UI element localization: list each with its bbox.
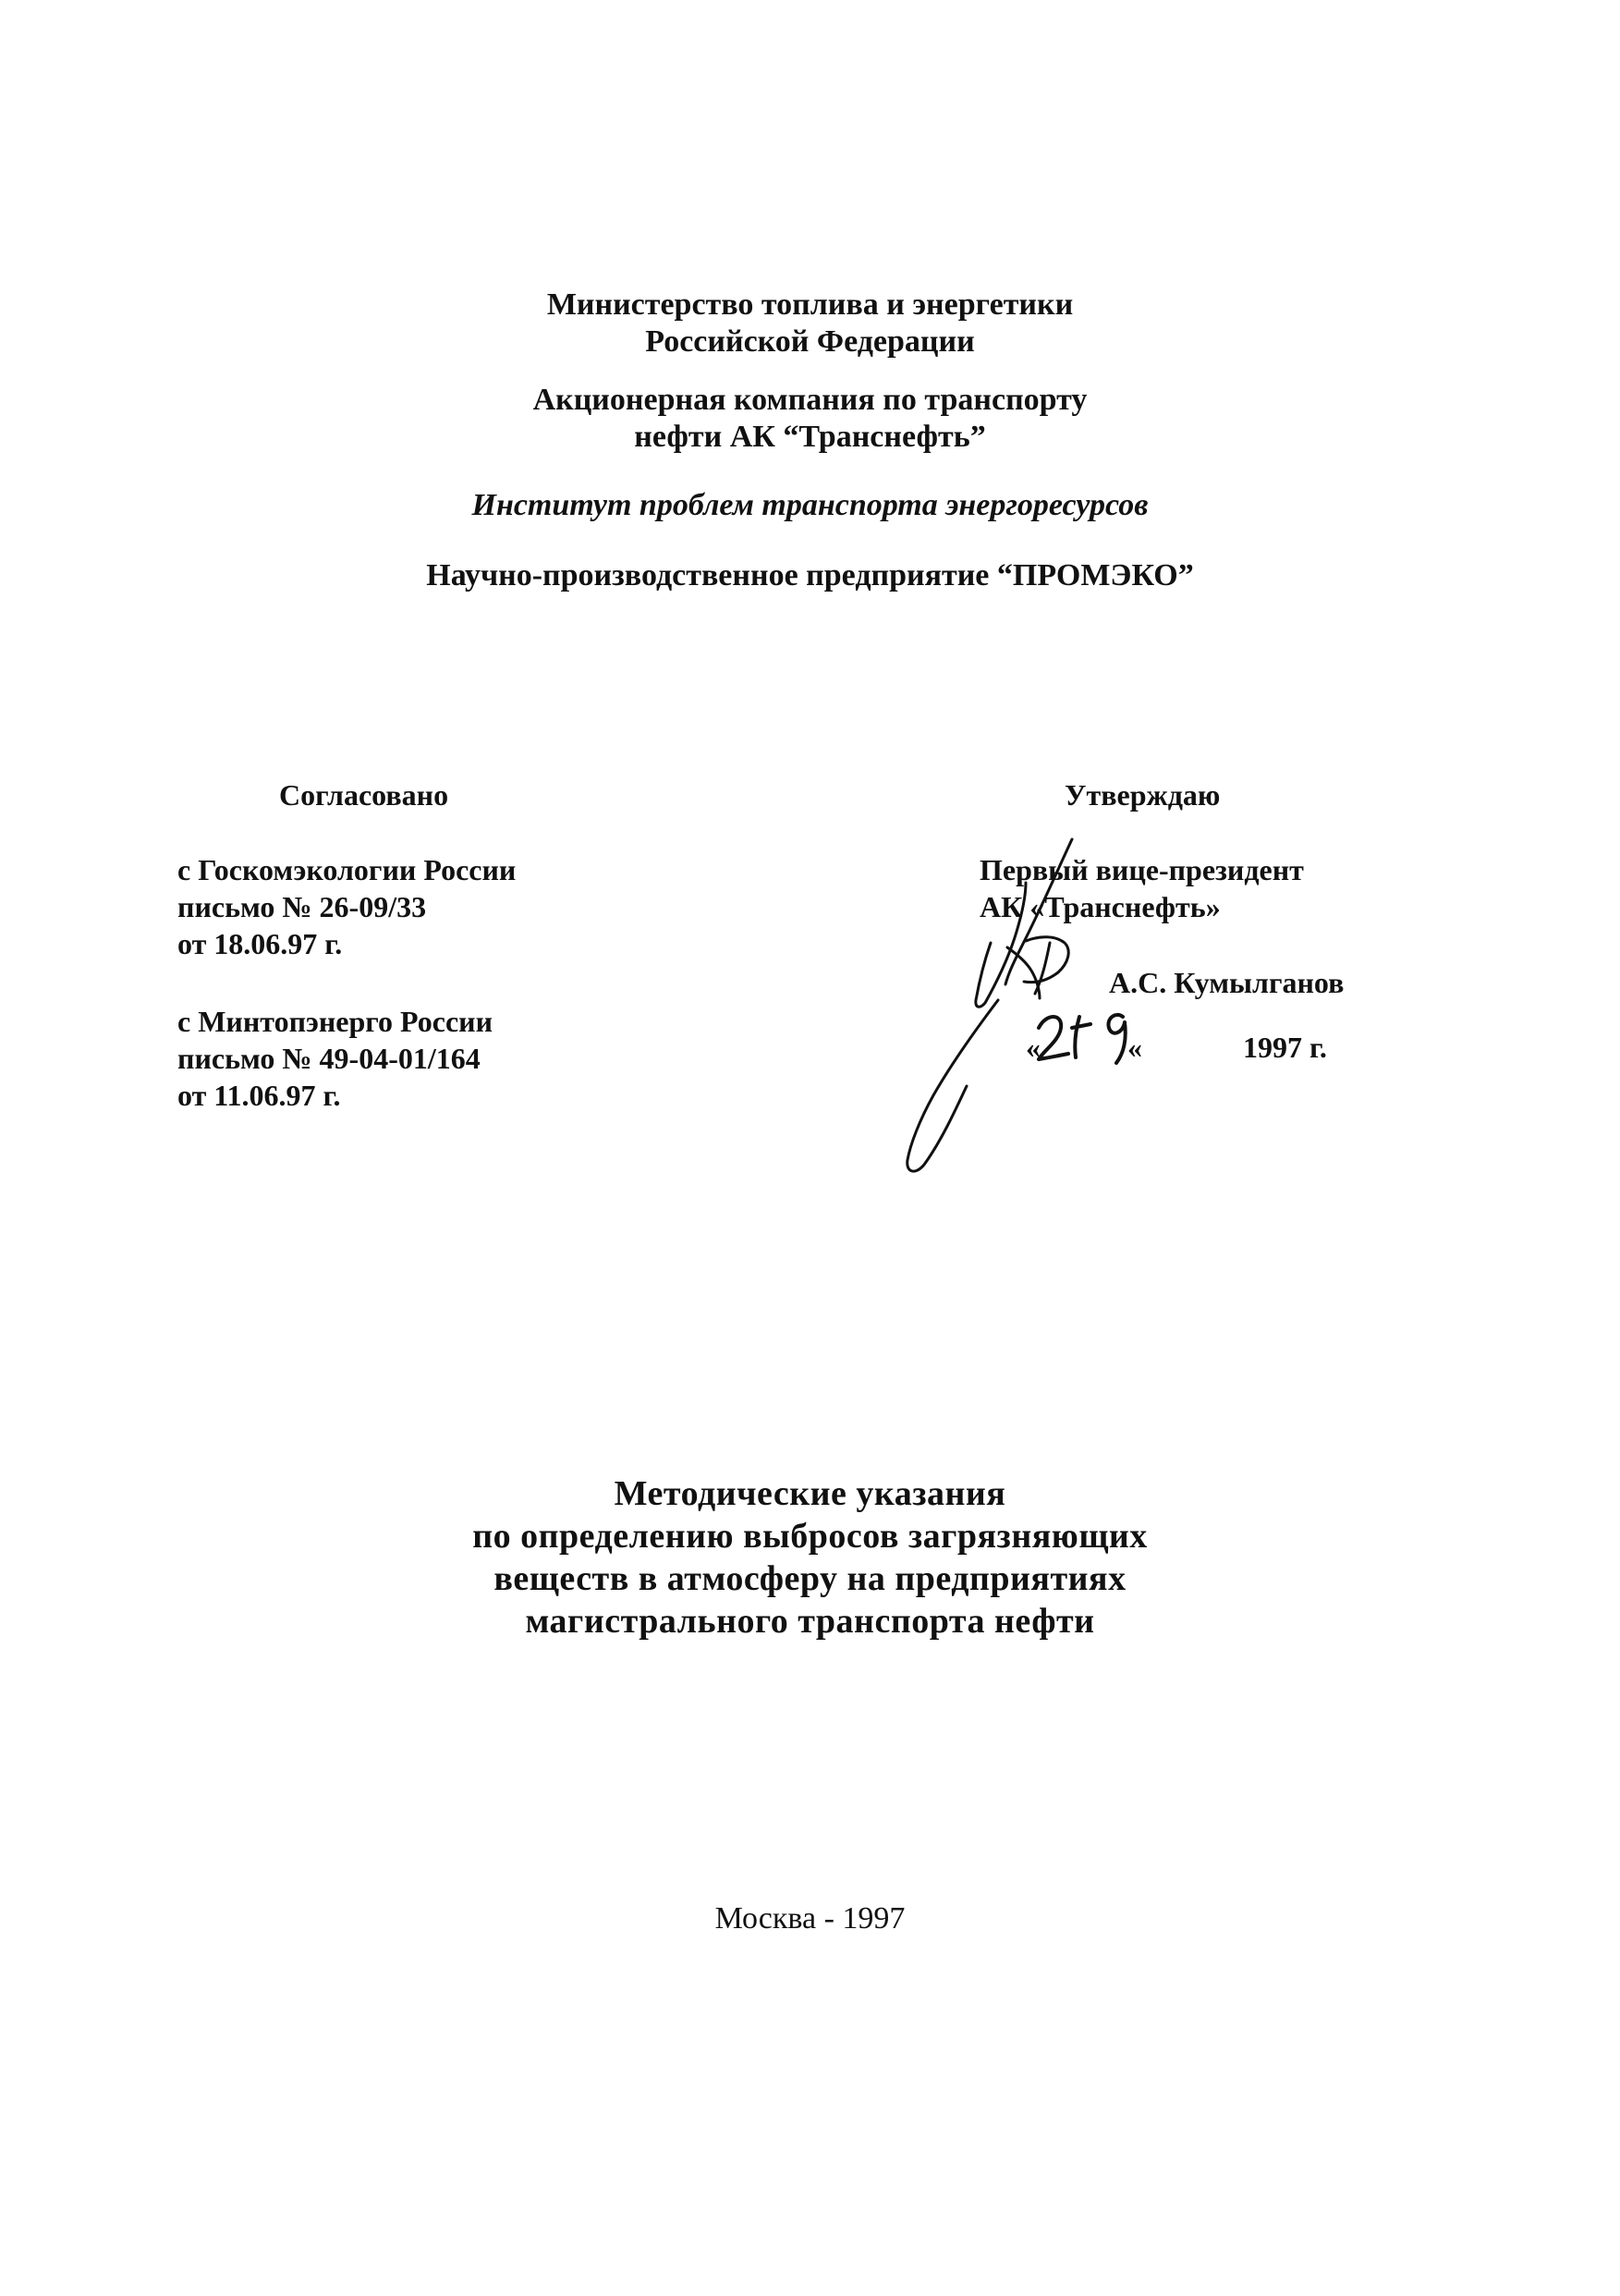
ministry-header	[0, 287, 1620, 360]
approver-position-line-2: АК «Транснефть»	[980, 890, 1221, 923]
institute-header	[0, 487, 1620, 524]
agreed-first-line-1: с Госкомэкологии России	[177, 853, 517, 886]
ministry-line-2: Российской Федерации	[645, 324, 975, 359]
ministry-line-1: Министерство топлива и энергетики	[546, 287, 1074, 322]
title-line-4: магистрального транспорта нефти	[525, 1602, 1095, 1641]
company-line-1: Акционерная компания по транспорту	[532, 383, 1088, 417]
enterprise-header	[0, 557, 1620, 594]
company-line-2: нефти АК “Транснефть”	[634, 420, 986, 454]
approved-block	[980, 776, 1405, 1069]
agreed-first-line-2: письмо № 26-09/33	[177, 890, 427, 923]
document-title	[0, 1472, 1620, 1643]
company-header	[0, 382, 1620, 456]
approver-name: А.С. Кумылганов	[1109, 966, 1345, 999]
agreed-second-line-2: письмо № 49-04-01/164	[177, 1042, 481, 1075]
title-line-1: Методические указания	[614, 1474, 1006, 1513]
agreed-heading: Согласовано	[279, 778, 449, 812]
date-quote-close: «	[1127, 1031, 1142, 1064]
agreed-second-line-1: с Минтопэнерго России	[177, 1005, 493, 1038]
title-line-2: по определению выбросов загрязняющих	[472, 1517, 1148, 1556]
institute-line: Институт проблем транспорта энергоресурсов	[471, 488, 1149, 522]
approver-position-line-1: Первый вице-президент	[980, 853, 1304, 886]
date-year: 1997 г.	[1243, 1031, 1327, 1064]
agreed-second-line-3: от 11.06.97 г.	[177, 1079, 341, 1112]
enterprise-line: Научно-производственное предприятие “ПРОМЭКО”	[426, 558, 1194, 592]
approval-date	[980, 1029, 1405, 1069]
agreed-first-line-3: от 18.06.97 г.	[177, 927, 343, 960]
agreed-block	[177, 776, 658, 1114]
city-year: Москва - 1997	[714, 1901, 906, 1936]
agreed-spacer	[177, 962, 658, 1003]
date-quote-open: «	[1026, 1031, 1041, 1064]
approved-heading: Утверждаю	[1065, 778, 1221, 812]
title-line-3: веществ в атмосферу на предприятиях	[493, 1559, 1127, 1598]
